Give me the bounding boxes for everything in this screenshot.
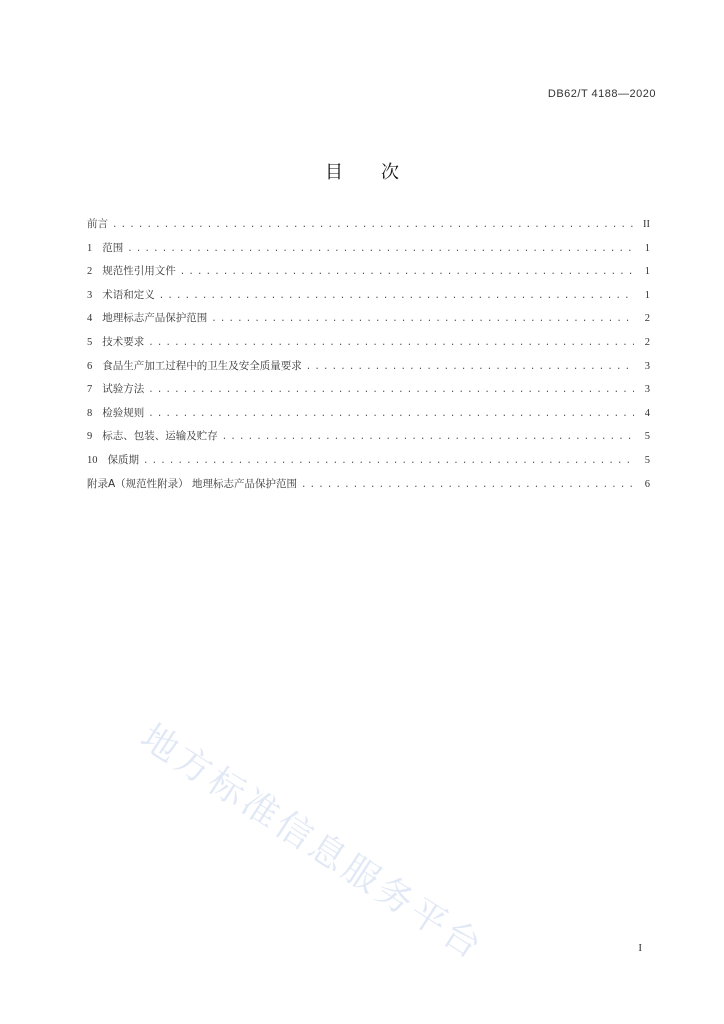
- toc-entry-number: 4: [87, 313, 93, 325]
- toc-entry-text: 前言: [87, 218, 108, 230]
- toc-entry-text: 技术要求: [102, 335, 145, 348]
- toc-entry-number: 1: [87, 242, 93, 254]
- toc-entry-page: 1: [644, 289, 650, 301]
- toc-entry-page: 4: [644, 407, 650, 419]
- toc-leader-dots: [306, 362, 634, 372]
- page-number: I: [638, 942, 642, 954]
- toc-leader-dots: [112, 220, 634, 230]
- toc-entry-marking-packaging[interactable]: [87, 428, 650, 452]
- toc-entry-scope[interactable]: [87, 240, 650, 264]
- watermark: 地方标准信息服务平台: [133, 716, 492, 969]
- toc-entry-appendix-a[interactable]: [87, 476, 650, 500]
- toc-entry-test-methods[interactable]: [87, 381, 650, 405]
- toc-entry-normative-references[interactable]: [87, 263, 650, 287]
- toc-entry-page: 3: [644, 384, 650, 396]
- toc-entry-text: 规范性引用文件: [102, 265, 176, 278]
- toc-leader-dots: [211, 314, 634, 324]
- toc-entry-terms[interactable]: [87, 287, 650, 311]
- toc-entry-number: 10: [87, 454, 98, 466]
- toc-entry-number: 7: [87, 384, 93, 396]
- toc-entry-number: 5: [87, 336, 93, 348]
- toc-entry-page: II: [643, 219, 650, 230]
- toc-leader-dots: [159, 291, 634, 301]
- toc-entry-protection-scope[interactable]: [87, 310, 650, 334]
- page-title: 目次: [325, 162, 437, 183]
- toc-entry-number: 9: [87, 431, 93, 443]
- toc-entry-shelf-life[interactable]: [87, 452, 650, 476]
- toc-entry-number: 2: [87, 266, 93, 278]
- toc-entry-text: 地理标志产品保护范围: [102, 312, 208, 325]
- toc-entry-inspection-rules[interactable]: [87, 405, 650, 429]
- toc-leader-dots: [143, 456, 634, 466]
- toc-entry-page: 6: [644, 478, 650, 490]
- toc-entry-page: 2: [644, 336, 650, 348]
- table-of-contents: [87, 216, 650, 499]
- toc-entry-text: 试验方法: [102, 383, 145, 396]
- toc-entry-text: 食品生产加工过程中的卫生及安全质量要求: [102, 359, 302, 372]
- toc-entry-text: 术语和定义: [102, 288, 155, 301]
- toc-entry-page: 5: [644, 454, 650, 466]
- toc-entry-number: 6: [87, 360, 93, 372]
- toc-leader-dots: [127, 244, 634, 254]
- toc-leader-dots: [180, 267, 634, 277]
- toc-entry-page: 3: [644, 360, 650, 372]
- toc-leader-dots: [301, 480, 634, 490]
- toc-entry-number: 3: [87, 289, 93, 301]
- toc-entry-page: 1: [644, 242, 650, 254]
- toc-leader-dots: [148, 338, 634, 348]
- toc-entry-hygiene-safety[interactable]: [87, 358, 650, 382]
- toc-entry-technical-requirements[interactable]: [87, 334, 650, 358]
- toc-entry-page: 1: [644, 266, 650, 278]
- toc-entry-text: 检验规则: [102, 406, 145, 419]
- toc-entry-page: 2: [644, 313, 650, 325]
- toc-entry-number: 8: [87, 407, 93, 419]
- toc-leader-dots: [148, 385, 634, 395]
- toc-leader-dots: [148, 409, 634, 419]
- standard-code: DB62/T 4188—2020: [547, 88, 656, 100]
- toc-leader-dots: [222, 432, 634, 442]
- toc-entry-foreword[interactable]: [87, 216, 650, 240]
- toc-entry-text: 保质期: [107, 453, 139, 466]
- toc-entry-text: 附录A（规范性附录） 地理标志产品保护范围: [87, 477, 298, 490]
- toc-entry-page: 5: [644, 431, 650, 443]
- toc-entry-text: 范围: [102, 241, 124, 254]
- toc-entry-text: 标志、包装、运输及贮存: [102, 430, 218, 443]
